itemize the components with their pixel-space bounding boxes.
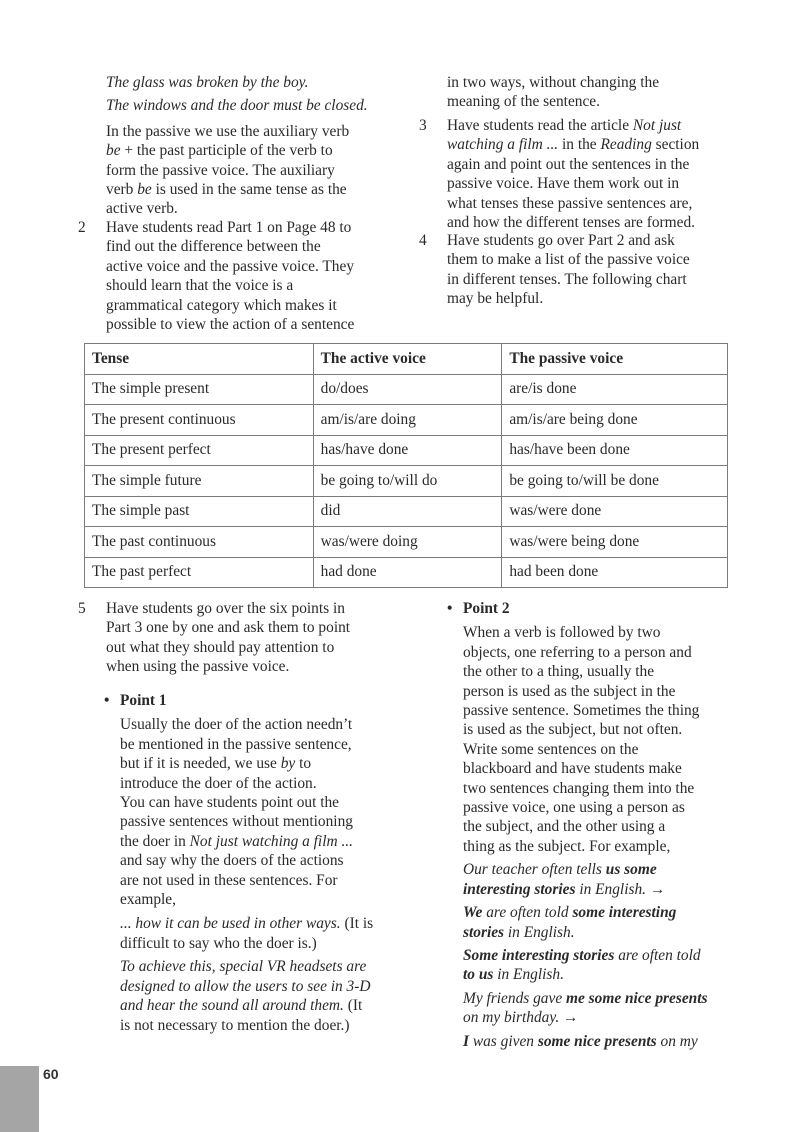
header-cell: The active voice bbox=[313, 344, 502, 375]
example-sentence: The windows and the door must be closed. bbox=[106, 97, 368, 115]
header-cell: Tense bbox=[85, 344, 314, 375]
item-3-text: Have students read the article Not just watching a film ... in the Reading section again and point out the sentences in the passive voice. Have them work out in what tenses these passive sentences are, and how the different tenses are formed. bbox=[447, 117, 700, 232]
point-1-heading: • Point 1 bbox=[104, 691, 404, 710]
page-number: 60 bbox=[43, 1066, 59, 1082]
tense-chart-table bbox=[84, 343, 728, 588]
point-1-example-2: To achieve this, special VR headsets are designed to allow the users to see in 3-D and hear the sound all around them. (It is not necessary to mention the doer.) bbox=[120, 958, 371, 1034]
item-4-text: Have students go over Part 2 and ask them to make a list of the passive voice in different tenses. The following chart may be helpful. bbox=[447, 232, 690, 308]
passive-explanation: In the passive we use the auxiliary verb be + the past participle of the verb to form the passive voice. The auxiliary verb be is used in the same tense as the active verb. bbox=[106, 122, 350, 218]
table-cell: The simple past bbox=[85, 496, 314, 527]
table-row bbox=[85, 527, 728, 558]
point-1-text: Usually the doer of the action needn’t be mentioned in the passive sentence, but if it is needed, we use by to introduce the doer of the action. You can have students point out the passive sentences without mentioning the doer in Not just watching a film ... and say why the doers of the actions are not used in these sentences. For example, bbox=[120, 716, 353, 909]
table-cell: The simple present bbox=[85, 374, 314, 405]
page-edge-tab bbox=[0, 1066, 39, 1132]
header-cell: The passive voice bbox=[502, 344, 728, 375]
table-cell: was/were doing bbox=[313, 527, 502, 558]
item-5-text: Have students go over the six points in Part 3 one by one and ask them to point out what they should pay attention to when using the passive voice. bbox=[106, 600, 351, 676]
table-cell: The present perfect bbox=[85, 435, 314, 466]
table-header-row bbox=[85, 344, 728, 375]
table-cell: had been done bbox=[502, 557, 728, 588]
point-1-block bbox=[104, 691, 404, 1035]
table-cell: The past continuous bbox=[85, 527, 314, 558]
table-cell: do/does bbox=[313, 374, 502, 405]
item-2-text: Have students read Part 1 on Page 48 to find out the difference between the active voice and the passive voice. They should learn that the voice is a grammatical category which makes it possible to view the action of a sentence bbox=[106, 219, 355, 334]
item-number: 3 bbox=[419, 117, 427, 134]
table-cell: The simple future bbox=[85, 466, 314, 497]
table-cell: has/have done bbox=[313, 435, 502, 466]
table-cell: was/were done bbox=[502, 496, 728, 527]
table-row bbox=[85, 435, 728, 466]
table-cell: be going to/will do bbox=[313, 466, 502, 497]
example-sentence: The glass was broken by the boy. bbox=[106, 74, 309, 91]
point-1-example-1: ... how it can be used in other ways. (It is difficult to say who the doer is.) bbox=[120, 915, 374, 952]
right-top-continuation: in two ways, without changing the meaning of the sentence. bbox=[447, 74, 660, 111]
table-cell: has/have been done bbox=[502, 435, 728, 466]
point-2-block bbox=[447, 599, 747, 1051]
left-top-column bbox=[106, 73, 406, 219]
table-cell: be going to/will be done bbox=[502, 466, 728, 497]
table-row bbox=[85, 374, 728, 405]
table-cell: are/is done bbox=[502, 374, 728, 405]
point-2-example-b: We are often told some interesting stories in English. bbox=[463, 904, 677, 941]
table-row bbox=[85, 405, 728, 436]
table-cell: am/is/are doing bbox=[313, 405, 502, 436]
table-cell: The present continuous bbox=[85, 405, 314, 436]
table-row bbox=[85, 496, 728, 527]
point-2-example-a: Our teacher often tells us some interesting stories in English. → bbox=[463, 861, 666, 898]
item-number: 2 bbox=[78, 219, 86, 236]
table-cell: had done bbox=[313, 557, 502, 588]
table-cell: did bbox=[313, 496, 502, 527]
point-2-heading: • Point 2 bbox=[447, 599, 747, 618]
table-row bbox=[85, 466, 728, 497]
point-2-example-c: Some interesting stories are often told to us in English. bbox=[463, 946, 701, 984]
table-row bbox=[85, 557, 728, 588]
table-cell: The past perfect bbox=[85, 557, 314, 588]
point-2-example-d: My friends gave me some nice presents on my birthday. → bbox=[463, 989, 708, 1027]
item-number: 4 bbox=[419, 232, 427, 249]
point-2-example-e: I was given some nice presents on my bbox=[463, 1032, 698, 1050]
point-2-text: When a verb is followed by two objects, one referring to a person and the other to a thing, usually the person is used as the subject in the passive sentence. Sometimes the thing is used as the subject, but not often. Write some sentences on the blackboard and have students make two sentences changing them into the passive voice, one using a person as the subject, and the other using a thing as the subject. For example, bbox=[463, 624, 700, 855]
table-cell: was/were being done bbox=[502, 527, 728, 558]
table-cell: am/is/are being done bbox=[502, 405, 728, 436]
item-number: 5 bbox=[78, 600, 86, 617]
